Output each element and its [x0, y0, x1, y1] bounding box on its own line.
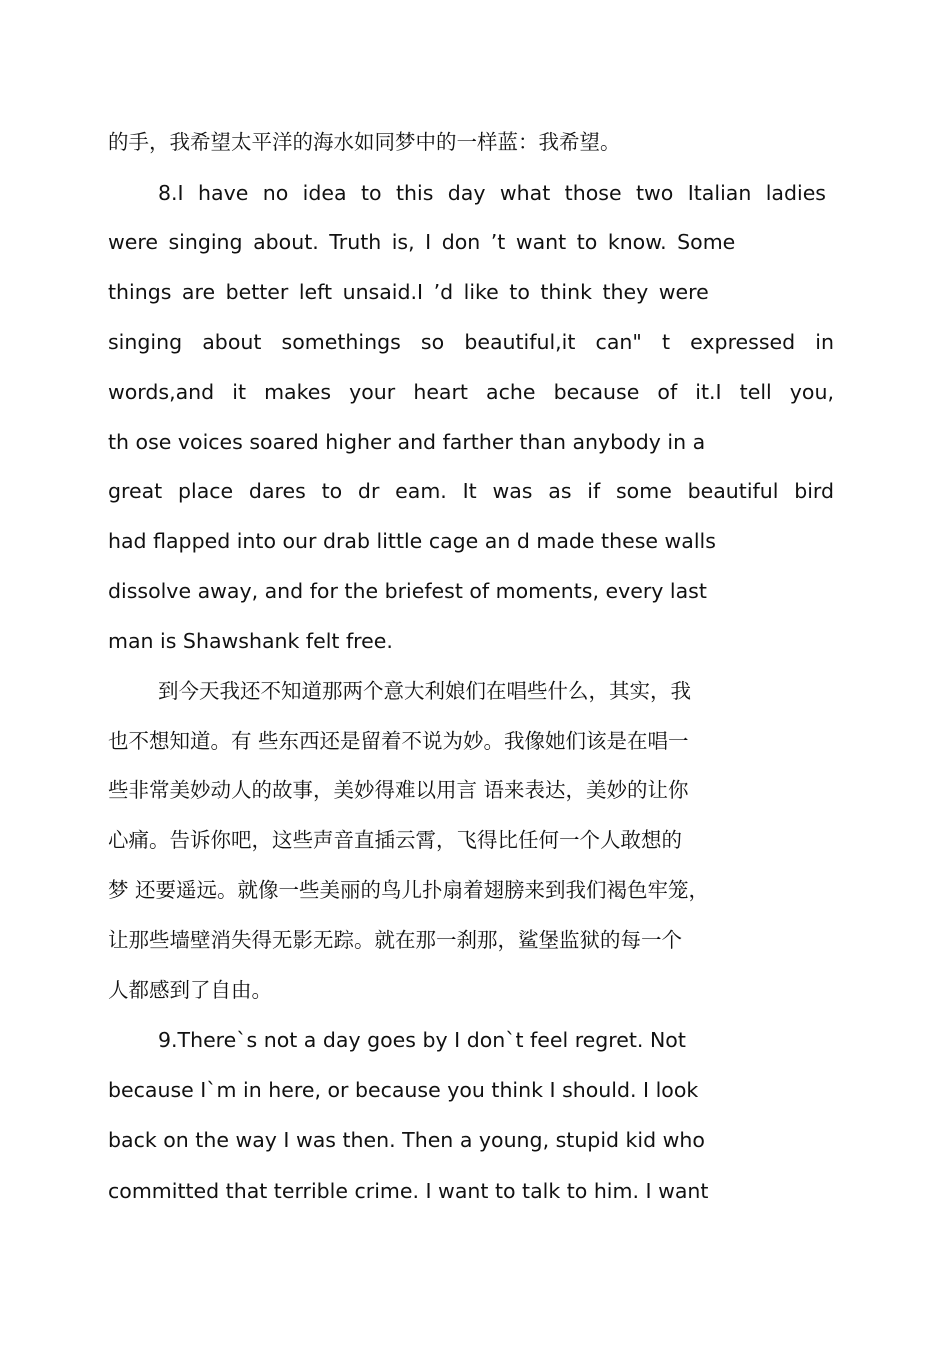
text-line: because I`m in here, or because you think I should. I look [108, 1078, 699, 1102]
text-line: great place dares to dr eam. It was as if some beautiful bird [108, 479, 834, 503]
text-line: singing about somethings so beautiful,it can" t expressed in [108, 330, 834, 354]
text-line: back on the way I was then. Then a young, stupid kid who [108, 1128, 705, 1152]
text-line: 的手，我希望太平洋的海水如同梦中的一样蓝：我希望。 [108, 130, 621, 154]
text-line: 让那些墙壁消失得无影无踪。就在那一刹那，鲨堡监狱的每一个 [108, 928, 682, 952]
text-line: words,and it makes your heart ache because of it.I tell you, [108, 380, 834, 404]
text-line: 梦 还要遥远。就像一些美丽的鸟儿扑扇着翅膀来到我们褐色牢笼， [108, 878, 710, 902]
text-line: 到今天我还不知道那两个意大利娘们在唱些什么，其实，我 [158, 679, 691, 703]
text-line: dissolve away, and for the briefest of moments, every last [108, 579, 707, 603]
text-line: 人都感到了自由。 [108, 978, 272, 1002]
text-line: things are better left unsaid.I ’d like to think they were [108, 280, 709, 304]
text-line: committed that terrible crime. I want to talk to him. I want [108, 1179, 709, 1203]
text-line: 8.I have no idea to this day what those two Italian ladies [158, 181, 826, 205]
text-line: 些非常美妙动人的故事，美妙得难以用言 语来表达，美妙的让你 [108, 778, 689, 802]
text-line: 心痛。告诉你吧，这些声音直插云霄，飞得比任何一个人敢想的 [108, 828, 682, 852]
text-line: were singing about. Truth is, I don ’t want to know. Some [108, 230, 736, 254]
text-line: 9.There`s not a day goes by I don`t feel regret. Not [158, 1028, 686, 1052]
text-line: man is Shawshank felt free. [108, 629, 393, 653]
text-line: 也不想知道。有 些东西还是留着不说为妙。我像她们该是在唱一 [108, 729, 689, 753]
text-line: had flapped into our drab little cage an d made these walls [108, 529, 716, 553]
text-line: th ose voices soared higher and farther than anybody in a [108, 430, 706, 454]
